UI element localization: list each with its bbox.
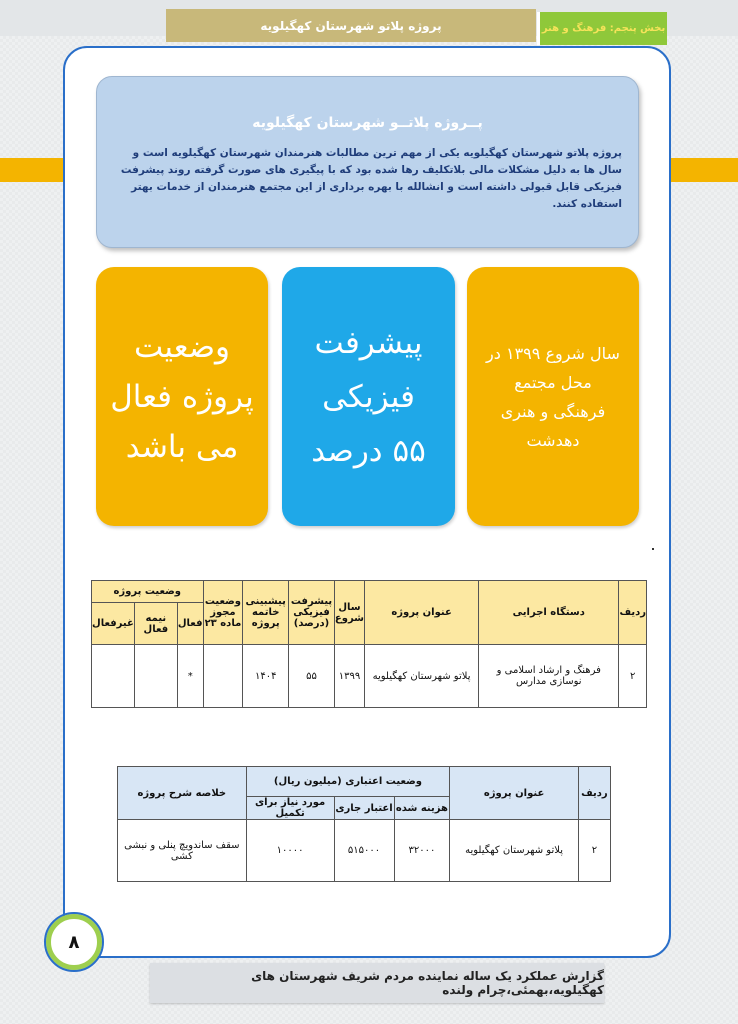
th2-needed: مورد نیاز برای تکمیل [246, 797, 334, 820]
th2-row: ردیف [578, 767, 610, 820]
cell2-project: پلاتو شهرستان کهگیلویه [450, 820, 579, 882]
th-inactive: غیرفعال [92, 603, 135, 645]
tile-start-line-3: فرهنگی و هنری [500, 401, 606, 421]
tile-start-line-2: محل مجتمع [514, 372, 592, 392]
tile-status-line-3: می باشد [125, 428, 239, 465]
th-status-group: وضعیت پروژه [92, 581, 204, 603]
right-accent-stripe [668, 158, 738, 182]
tile-physical-progress [282, 267, 455, 526]
tile-progress-line-2: فیزیکی [322, 378, 415, 415]
cell2-current: ۵۱۵۰۰۰ [334, 820, 394, 882]
tile-project-status [96, 267, 268, 526]
cell-progress: ۵۵ [289, 645, 335, 708]
th2-summary: خلاصه شرح پروژه [118, 767, 247, 820]
cell-forecast: ۱۴۰۴ [243, 645, 289, 708]
cell-agency: فرهنگ و ارشاد اسلامی و نوسازی مدارس [479, 645, 619, 708]
intro-box [96, 76, 639, 248]
th2-credit-group: وضعیت اعتباری (میلیون ریال) [246, 767, 450, 797]
tile-start-line-4: دهدشت [526, 430, 580, 450]
cell2-spent: ۳۲۰۰۰ [394, 820, 450, 882]
stray-dot [652, 548, 654, 550]
th-forecast: پیشبینی خاتمه پروژه [243, 581, 289, 645]
cell-semi-active [134, 645, 177, 708]
th2-spent: هزینه شده [394, 797, 450, 820]
footer-caption: گزارش عملکرد یک ساله نماینده مردم شریف شهرستان های کهگیلویه،بهمئی،چرام ولنده [150, 963, 604, 1003]
th-row: ردیف [619, 581, 647, 645]
th-agency: دستگاه اجرایی [479, 581, 619, 645]
tile-status-line-2: پروژه فعال [110, 378, 254, 415]
cell-permit [203, 645, 243, 708]
tile-progress-line-3: ۵۵ درصد [311, 432, 426, 469]
th-project: عنوان پروژه [365, 581, 479, 645]
table-row [118, 820, 611, 882]
cell-inactive [92, 645, 135, 708]
th-progress: پیشرفت فیزیکی (درصد) [289, 581, 335, 645]
header-title: پروژه پلاتو شهرستان کهگیلویه [166, 9, 536, 42]
intro-title: پــروژه پلاتــو شهرستان کهگیلویه [252, 115, 483, 131]
th-permit: وضعیت مجوز ماده ۲۳ [203, 581, 243, 645]
th-active: فعال [177, 603, 203, 645]
table-row [92, 645, 647, 708]
cell-start-year: ۱۳۹۹ [334, 645, 364, 708]
cell2-summary: سقف ساندویچ پنلی و نبشی کشی [118, 820, 247, 882]
left-accent-stripe [0, 158, 70, 182]
section-tag: بخش پنجم: فرهنگ و هنر [537, 12, 667, 45]
tile-start-year [467, 267, 639, 526]
tile-start-line-1: سال شروع ۱۳۹۹ در [486, 343, 620, 363]
page-number-badge: ۸ [46, 914, 102, 970]
cell-index: ۲ [619, 645, 647, 708]
th2-current: اعتبار جاری [334, 797, 394, 820]
cell2-index: ۲ [578, 820, 610, 882]
project-status-table [91, 580, 647, 708]
cell-project: پلاتو شهرستان کهگیلویه [365, 645, 479, 708]
cell2-needed: ۱۰۰۰۰ [246, 820, 334, 882]
credit-status-table [117, 766, 611, 882]
th2-project: عنوان پروژه [450, 767, 579, 820]
tile-status-line-1: وضعیت [133, 328, 231, 365]
tile-progress-line-1: پیشرفت [314, 324, 423, 361]
th-start-year: سال شروع [334, 581, 364, 645]
intro-body: پروژه پلاتو شهرستان کهگیلویه یکی از مهم ترین مطالبات هنرمندان شهرستان کهگیلویه است و سال ها به دلیل مشکلات مالی بلاتکلیف رها شده بود که با پیگیری های صورت گرفته روند پیشرفت فیزیکی قابل قبولی داشته است و انشالله با بهره برداری از این مجتمع هنرمندان از خدمات بهتر استفاده کنند. [120, 147, 622, 210]
cell-active: * [177, 645, 203, 708]
th-semi-active: نیمه فعال [134, 603, 177, 645]
